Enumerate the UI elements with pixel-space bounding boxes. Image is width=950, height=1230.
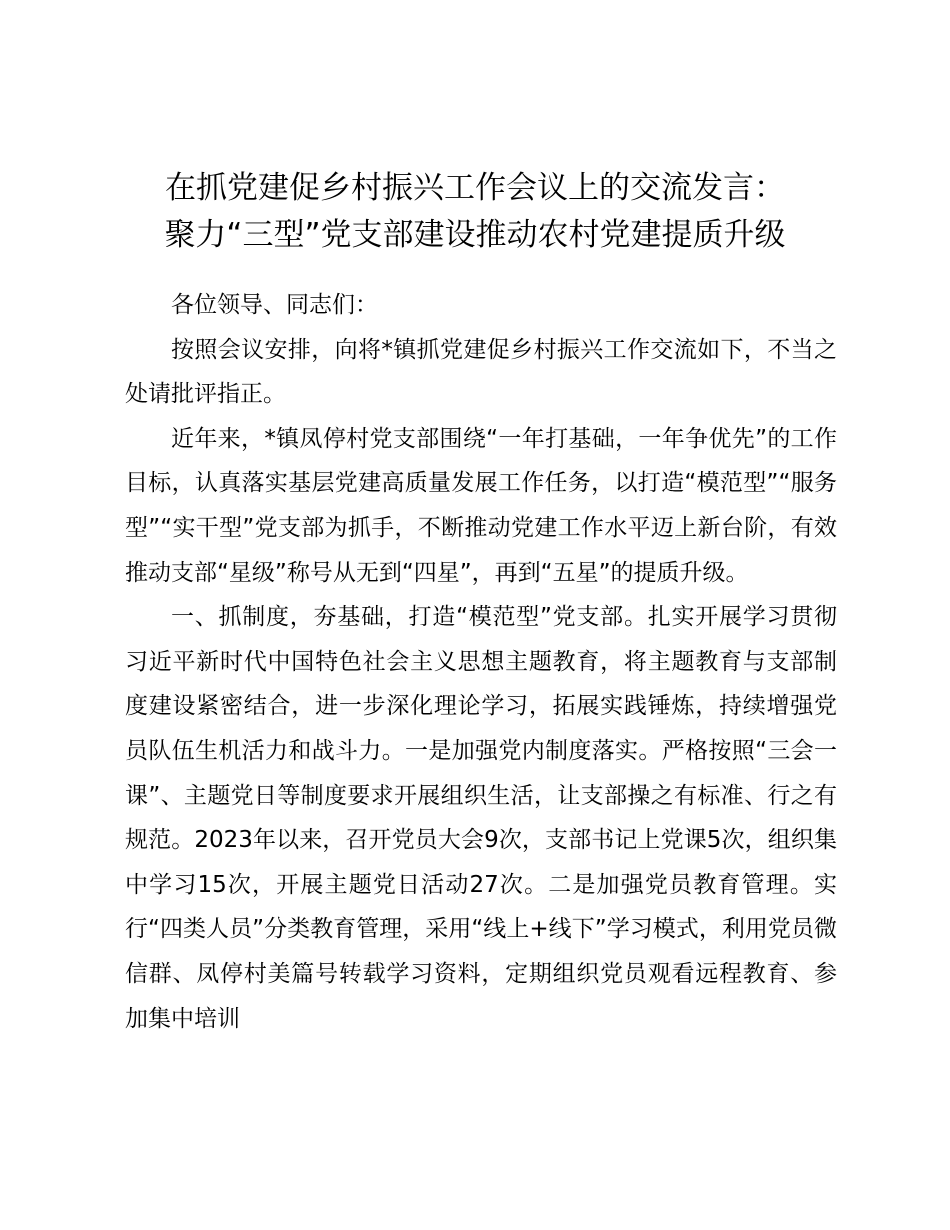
salutation: 各位领导、同志们： — [171, 292, 378, 318]
title-line-2: 聚力“三型”党支部建设推动农村党建提质升级 — [164, 217, 786, 253]
document-title — [100, 165, 850, 259]
paragraph-background: 近年来，*镇凤停村党支部围绕“一年打基础，一年争优先”的工作目标，认真落实基层党建高质量发展工作任务，以打造“模范型”“服务型”“实干型”党支部为抓手，不断推动党建工作水平迈上新台阶，有效推动支部“星级”称号从无到“四星”，再到“五星”的提质升级。 — [125, 425, 837, 586]
paragraph-section-one: 一、抓制度，夯基础，打造“模范型”党支部。扎实开展学习贯彻习近平新时代中国特色社会主义思想主题教育，将主题教育与支部制度建设紧密结合，进一步深化理论学习，拓展实践锤炼，持续增强党员队伍生机活力和战斗力。一是加强党内制度落实。严格按照“三会一课”、主题党日等制度要求开展组织生活，让支部操之有标准、行之有规范。2023年以来，召开党员大会9次，支部书记上党课5次，组织集中学习15次，开展主题党日活动27次。二是加强党员教育管理。实行“四类人员”分类教育管理，采用“线上+线下”学习模式，利用党员微信群、凤停村美篇号转载学习资料，定期组织党员观看远程教育、参加集中培训 — [125, 604, 837, 1032]
title-line-1: 在抓党建促乡村振兴工作会议上的交流发言： — [165, 170, 785, 206]
paragraph-intro: 按照会议安排，向将*镇抓党建促乡村振兴工作交流如下，不当之处请批评指正。 — [125, 336, 837, 408]
document-body — [125, 283, 837, 1041]
